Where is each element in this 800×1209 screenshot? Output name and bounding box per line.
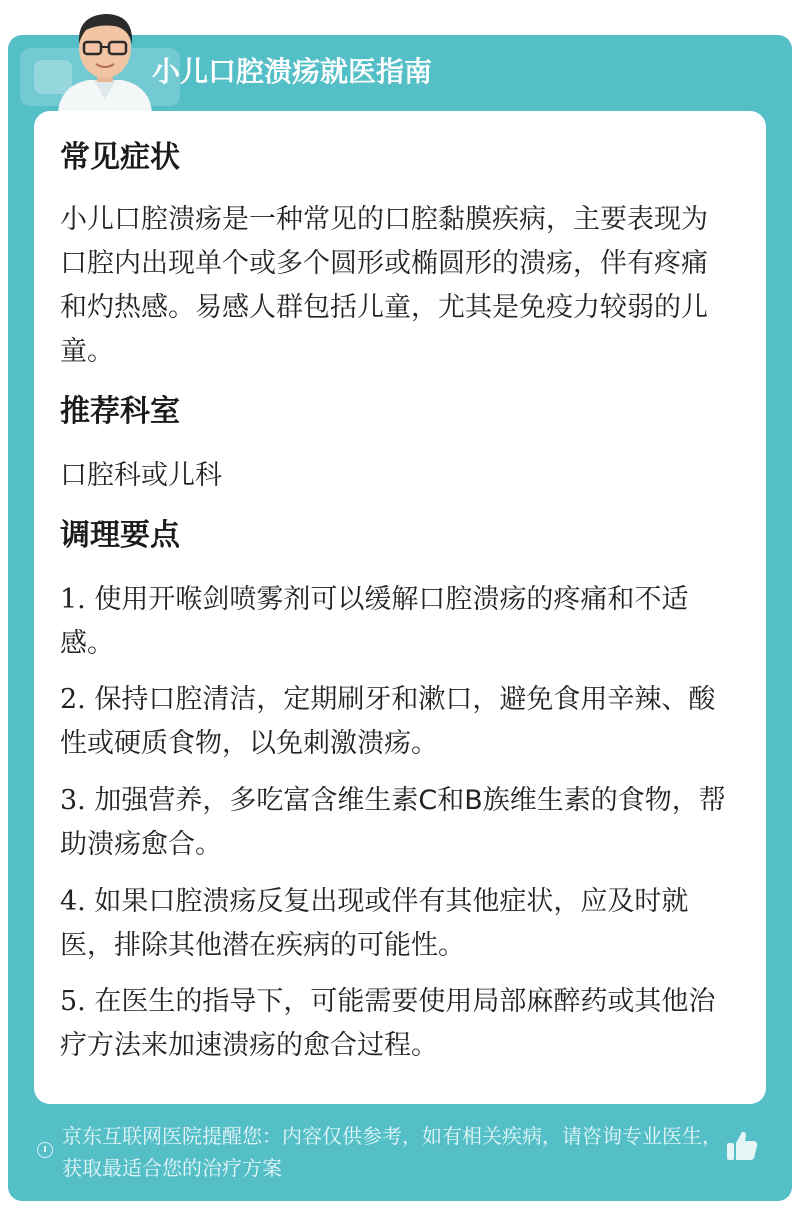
symptoms-title: 常见症状 [60, 140, 180, 175]
care-item-number: 1. [60, 584, 86, 615]
care-item-2 [60, 678, 735, 766]
care-item-text: 在医生的指导下，可能需要使用局部麻醉药或其他治疗方法来加速溃疡的愈合过程。 [60, 986, 716, 1061]
symptoms-text: 小儿口腔溃疡是一种常见的口腔黏膜疾病，主要表现为口腔内出现单个或多个圆形或椭圆形的溃疡，伴有疼痛和灼热感。易感人群包括儿童，尤其是免疫力较弱的儿童。 [60, 204, 708, 367]
department-title: 推荐科室 [60, 394, 180, 429]
care-item-3 [60, 779, 735, 867]
page-title: 小儿口腔溃疡就医指南 [152, 55, 433, 88]
info-icon [37, 1142, 53, 1158]
care-item-number: 2. [60, 684, 86, 715]
disclaimer-text: 京东互联网医院提醒您：内容仅供参考，如有相关疾病，请咨询专业医生，获取最适合您的治疗方案 [62, 1124, 722, 1180]
care-item-number: 4. [60, 886, 86, 917]
care-item-text: 如果口腔溃疡反复出现或伴有其他症状，应及时就医，排除其他潜在疾病的可能性。 [60, 886, 689, 961]
care-item-text: 使用开喉剑喷雾剂可以缓解口腔溃疡的疼痛和不适感。 [60, 584, 689, 659]
care-item-number: 5. [60, 986, 86, 1017]
doctor-avatar [50, 8, 160, 113]
thumbs-up-icon[interactable] [724, 1128, 760, 1164]
care-item-5 [60, 980, 735, 1068]
care-item-number: 3. [60, 785, 86, 816]
care-item-text: 加强营养，多吃富含维生素C和B族维生素的食物，帮助溃疡愈合。 [60, 785, 726, 860]
care-item-4 [60, 880, 735, 968]
care-item-text: 保持口腔清洁，定期刷牙和漱口，避免食用辛辣、酸性或硬质食物，以免刺激溃疡。 [60, 684, 716, 759]
care-title: 调理要点 [60, 518, 180, 553]
care-item-1 [60, 578, 735, 666]
department-text: 口腔科或儿科 [60, 460, 222, 491]
